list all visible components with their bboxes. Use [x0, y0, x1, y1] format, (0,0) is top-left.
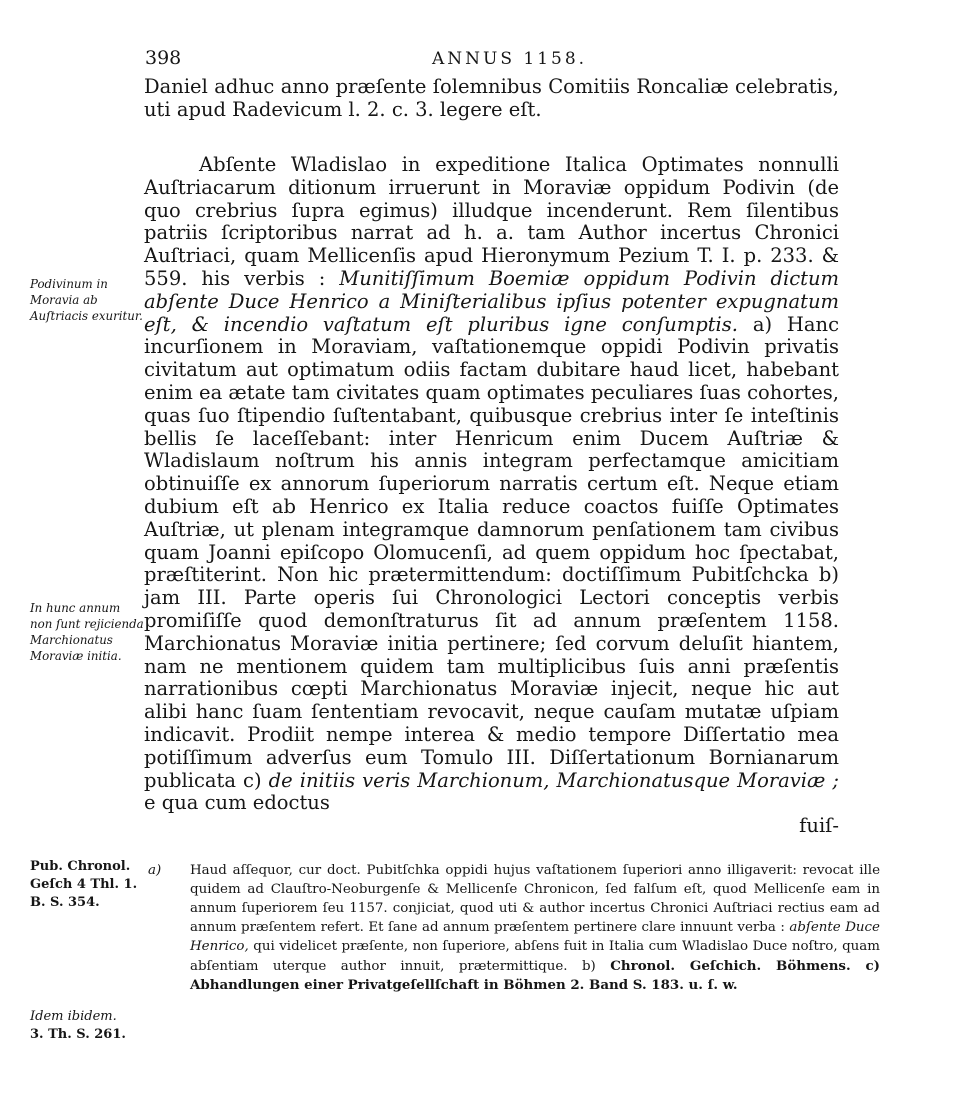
footnote-label: a) [148, 863, 162, 878]
paragraph-text-c: e qua cum edoctus [144, 791, 330, 815]
paragraph-text-b: a) Hanc incurſionem in Moraviam, vaſtationemque oppidi Podivin privatis civitatum aut optimatum odiis factam dubitare haud licet, habebant enim ea ætate tam civitates quam optimates peculiares ſuas cohortes, quas ſuo ſtipendio ſuſtentabant, quibusque crebrius inter ſe inteſtinis bellis ſe laceſſebant: inter Henricum enim Ducem Auſtriæ & Wladislaum noſtrum his annis integram perfectamque amicitiam obtinuiſſe ex annorum ſuperiorum narratis certum eſt. Neque etiam dubium eſt ab Henrico ex Italia reduce coactos fuiſſe Optimates Auſtriæ, ut plenam integramque damnorum penſationem tam civibus quam Joanni epiſcopo Olomucenſi, ad quem oppidum hoc ſpectabat, præſtiterint. Non hic prætermittendum: doctiſſimum Pubitſchcka b) jam III. Parte operis ſui Chronologici Lectori conceptis verbis promiſiſſe quod demonſtraturus ſit ad annum præſentem 1158. Marchionatus Moraviæ initia pertinere; ſed corvum deluſit hiantem, nam ne mentionem quidem tam multiplicibus ſuis anni præſentis narrationibus cœpti Marchionatus Moraviæ injecit, neque hic aut alibi hanc ſuam ſententiam revocavit, neque cauſam mutatæ uſpiam indicavit. Prodiit nempe interea & medio tempore Diſſertatio mea potiſſimum adverſus eum Tomulo III. Diſſertationum Bornianarum publicata c) [144, 312, 840, 792]
footnote-text-a: Haud aſſequor, cur doct. Pubitſchka oppidi hujus vaſtationem ſuperiori anno illigaverit: revocat ille quidem ad Clauſtro-Neoburgenſe & Mellicenſe Chronicon, ſed falſum eſt, quod Mellicenſe eam in annum ſuperiorem ſeu 1157. conjiciat, quod uti & author incertus Chronici Auſtriaci rectius eam ad annum præſentem refert. Et ſane ad annum præſentem pertinere clare innuunt verba : [190, 863, 880, 935]
opening-paragraph: Daniel adhuc anno præſente ſolemnibus Comitiis Roncaliæ celebratis, uti apud Radevicum l. 2. c. 3. legere eſt. [144, 75, 839, 121]
margin-ref-idem-value: 3. Th. S. 261. [30, 1027, 126, 1042]
main-paragraph [144, 154, 839, 838]
footnote-fraktur-refs: Chronol. Geſchich. Böhmens. c) Abhandlungen einer Privatgeſellſchaft in Böhmen 2. Band S. 183. u. ſ. w. [190, 957, 880, 994]
running-head: ANNUS 1158. [432, 49, 588, 69]
footnote [148, 862, 880, 996]
footnote-quote: abſente Duce Henrico, [190, 919, 880, 954]
footnote-text-b: qui videlicet præſente, non ſuperiore, abſens fuit in Italia cum Wladislao Duce noſtro, quam abſentiam uterque author innuit, prætermittique. b) [190, 938, 880, 974]
catchword: fuiſ- [799, 814, 839, 838]
margin-note-initia: In hunc annum non ſunt rejicienda Marchionatus Moraviæ initia. [30, 601, 144, 663]
chronicle-quote: Munitiſſimum Boemiæ oppidum Podivin dictum abſente Duce Henrico a Miniſterialibus ipſius potenter expugnatum eſt, & incendio vaſtatum eſt pluribus igne conſumptis. [144, 266, 839, 336]
margin-note-podivin: Podivinum in Moravia ab Auſtriacis exuritur. [30, 277, 143, 323]
margin-ref-chronol: Pub. Chronol. Geſch 4 Thl. 1. B. S. 354. [30, 859, 138, 910]
dissertation-title: de initiis veris Marchionum, Marchionatusque Moraviæ ; [268, 768, 839, 792]
margin-ref-idem [30, 1008, 155, 1044]
margin-ref-idem-label: Idem ibidem. [30, 1009, 117, 1024]
paragraph-text-a: Abſente Wladislao in expeditione Italica Optimates nonnulli Auſtriacarum ditionum irruerunt in Moraviæ oppidum Podivin (de quo crebrius ſupra egimus) illudque incenderunt. Rem ſilentibus patriis ſcriptoribus narrat ad h. a. tam Author incertus Chronici Auſtriaci, quam Mellicenſis apud Hieronymum Pezium T. I. p. 233. & 559. his verbis : [144, 153, 839, 290]
page-number: 398 [145, 47, 182, 69]
